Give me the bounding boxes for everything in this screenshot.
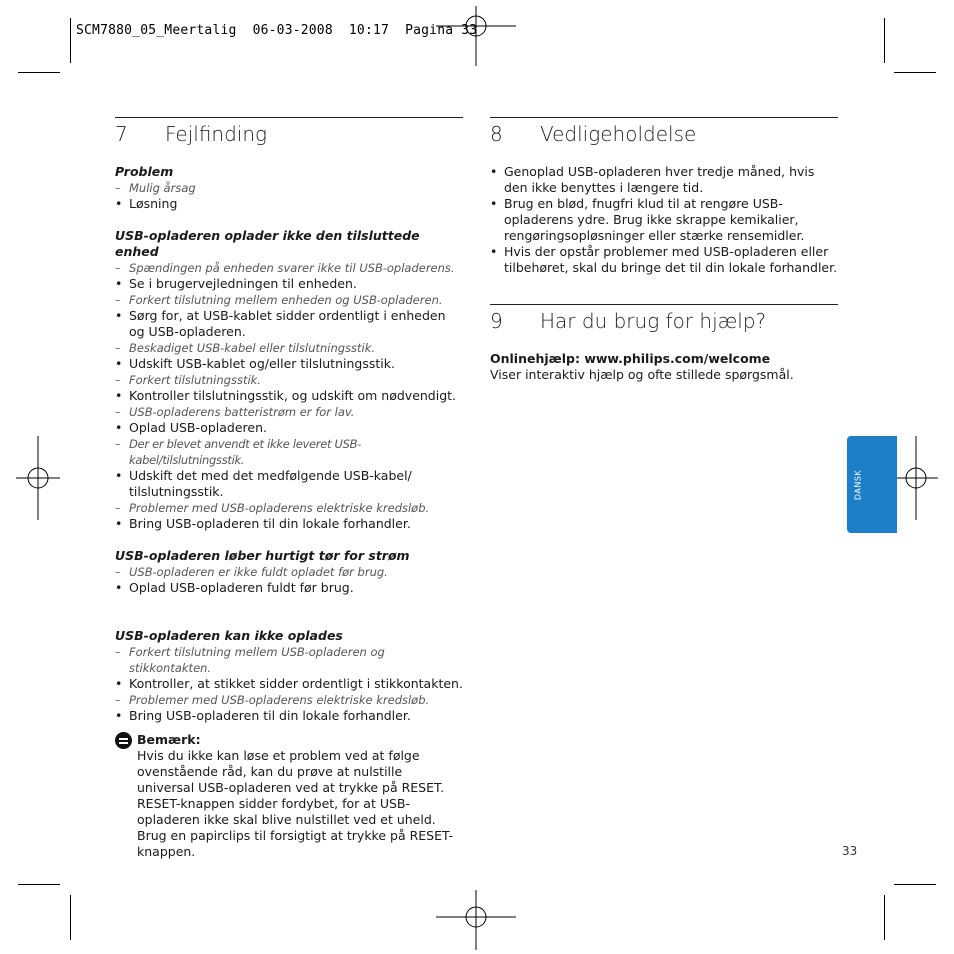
problem-title: USB-opladeren kan ikke oplades: [115, 628, 343, 643]
solution-text: • Oplad USB-opladeren fuldt før brug.: [115, 580, 463, 596]
crop-mark: [70, 18, 71, 63]
cause-text: – Der er blevet anvendt et ikke leveret USB-kabel/tilslutningsstik.: [115, 436, 463, 468]
solution-text: • Kontroller, at stikket sidder ordentligt i stikkontakten.: [115, 676, 463, 692]
section-number: 8: [490, 122, 503, 146]
troubleshooting-column: [115, 117, 463, 860]
crop-mark: [70, 895, 71, 940]
note-text: Hvis du ikke kan løse et problem ved at følge ovenstående råd, kan du prøve at nulstille universal USB-opladeren ved at trykke på RESET. RESET-knappen sidder fordybet, for at USB-opladeren ikke skal blive nulstillet ved et uheld. Brug en papirclips til forsigtigt at trykke på RESET-knappen.: [137, 748, 453, 859]
solution-text: • Kontroller tilslutningsstik, og udskift om nødvendigt.: [115, 388, 463, 404]
list-item: • Genoplad USB-opladeren hver tredje måned, hvis den ikke benyttes i længere tid.: [490, 164, 838, 196]
crop-mark: [894, 72, 936, 73]
cause-text: – USB-opladeren er ikke fuldt opladet før brug.: [115, 564, 463, 580]
registration-mark-top: [436, 6, 516, 66]
section-heading: [490, 304, 838, 333]
help-link[interactable]: Onlinehjælp: www.philips.com/welcome: [490, 351, 771, 366]
solution-text: • Udskift USB-kablet og/eller tilslutningsstik.: [115, 356, 463, 372]
solution-text: • Bring USB-opladeren til din lokale forhandler.: [115, 708, 463, 724]
page-number: 33: [842, 844, 858, 858]
maintenance-column: [490, 117, 838, 383]
list-item: • Brug en blød, fnugfri klud til at rengøre USB-opladerens ydre. Brug ikke skrappe kemikalier, rengøringsopløsninger eller stærke rensemidler.: [490, 196, 838, 244]
maintenance-list: [490, 164, 838, 276]
registration-mark-left: [16, 436, 60, 520]
cause-text: – Forkert tilslutning mellem enheden og USB-opladeren.: [115, 292, 463, 308]
cause-text: – USB-opladerens batteristrøm er for lav.: [115, 404, 463, 420]
solution-text: • Se i brugervejledningen til enheden.: [115, 276, 463, 292]
cause-text: – Forkert tilslutning mellem USB-opladeren og stikkontakten.: [115, 644, 463, 676]
solution-text: • Bring USB-opladeren til din lokale forhandler.: [115, 516, 463, 532]
cause-text: – Beskadiget USB-kabel eller tilslutningsstik.: [115, 340, 463, 356]
crop-mark: [18, 72, 60, 73]
crop-mark: [884, 895, 885, 940]
crop-mark: [894, 884, 936, 885]
cause-text: – Spændingen på enheden svarer ikke til USB-opladerens.: [115, 260, 463, 276]
solution-text: • Sørg for, at USB-kablet sidder ordentligt i enheden og USB-opladeren.: [115, 308, 463, 340]
note-icon: [115, 732, 132, 749]
section-title: Fejlfinding: [165, 122, 268, 146]
help-text: Viser interaktiv hjælp og ofte stillede spørgsmål.: [490, 367, 794, 382]
crop-mark: [884, 18, 885, 63]
section-number: 9: [490, 309, 503, 333]
crop-mark: [18, 884, 60, 885]
note-title: Bemærk:: [137, 732, 201, 747]
print-slug: SCM7880_05_Meertalig 06-03-2008 10:17 Pagina 33: [76, 23, 478, 38]
cause-text: – Forkert tilslutningsstik.: [115, 372, 463, 388]
cause-text: – Problemer med USB-opladerens elektriske kredsløb.: [115, 692, 463, 708]
registration-mark-right: [894, 436, 938, 520]
list-item: • Hvis der opstår problemer med USB-opladeren eller tilbehøret, skal du bringe det til din lokale forhandler.: [490, 244, 838, 276]
solution-text: • Udskift det med det medfølgende USB-kabel/ tilslutningsstik.: [115, 468, 463, 500]
section-title: Vedligeholdelse: [540, 122, 697, 146]
problem-title: USB-opladeren løber hurtigt tør for strøm: [115, 548, 410, 563]
solution-text: • Oplad USB-opladeren.: [115, 420, 463, 436]
section-number: 7: [115, 122, 128, 146]
problem-title: USB-opladeren oplader ikke den tilsluttede enhed: [115, 228, 420, 259]
legend-problem: Problem: [115, 164, 174, 179]
language-tab-label: DANSK: [853, 469, 863, 501]
section-heading: [490, 117, 838, 146]
section-title: Har du brug for hjælp?: [540, 309, 767, 333]
cause-text: – Problemer med USB-opladerens elektriske kredsløb.: [115, 500, 463, 516]
legend-solution: • Løsning: [115, 196, 463, 212]
legend-cause: – Mulig årsag: [115, 180, 463, 196]
registration-mark-bottom: [436, 890, 516, 950]
note-box: [115, 732, 463, 860]
section-heading: [115, 117, 463, 146]
